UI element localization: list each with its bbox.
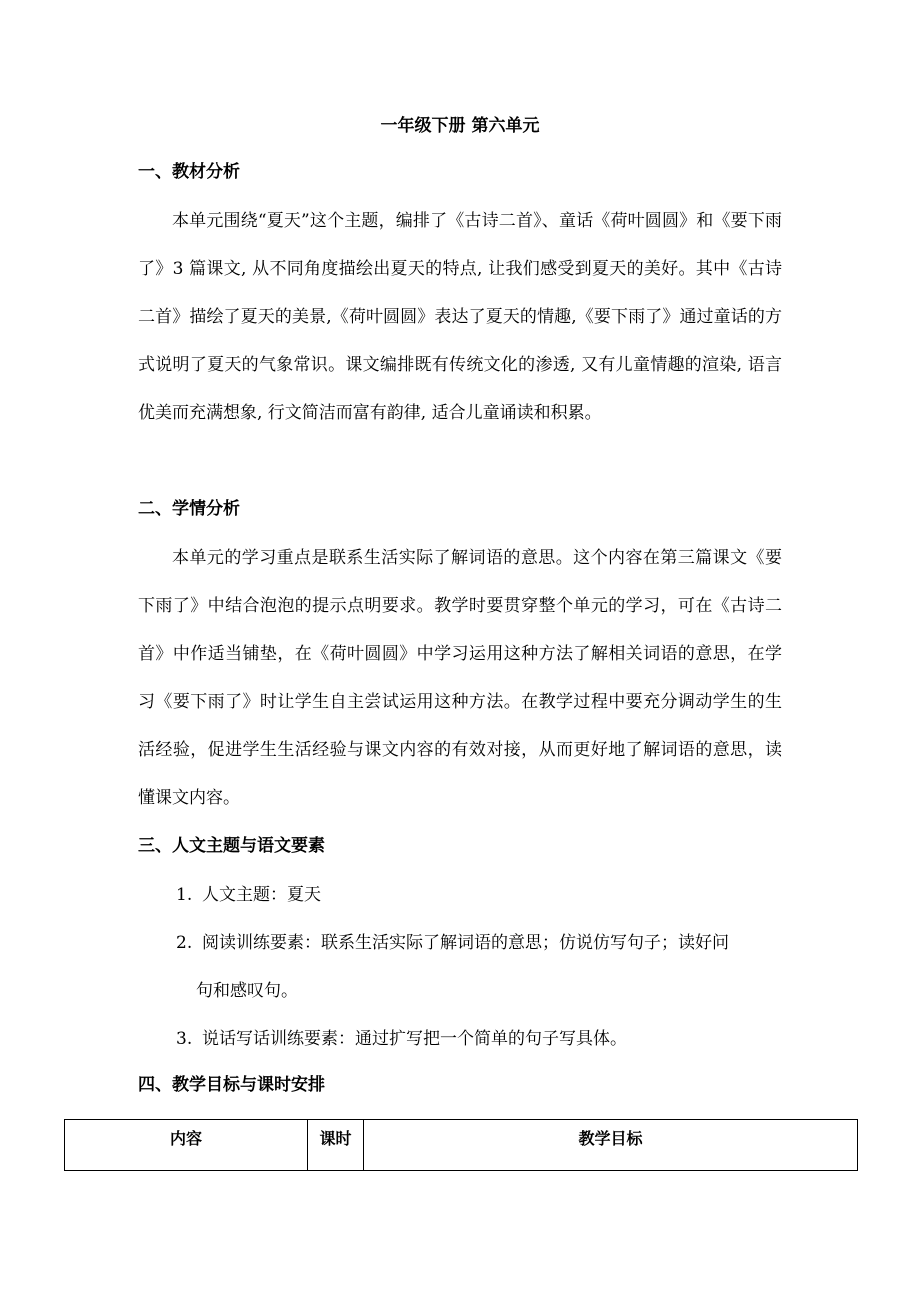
list-item [176, 1015, 627, 1063]
table-header-content: 内容 [65, 1120, 308, 1171]
list-item-continuation: 句和感叹句。 [196, 981, 298, 1001]
section-heading-goals-schedule: 四、教学目标与课时安排 [138, 1075, 325, 1095]
list-item-text: 人文主题：夏天 [202, 885, 321, 905]
list-item-number: 2. [176, 933, 193, 953]
list-item [176, 919, 729, 967]
schedule-table [64, 1119, 858, 1171]
section-heading-learner-analysis: 二、学情分析 [138, 499, 240, 519]
table-header-row [65, 1120, 858, 1171]
section-paragraph-textbook-analysis: 本单元围绕“夏天”这个主题，编排了《古诗二首》、童话《荷叶圆圆》和《要下雨了》3 篇课文, 从不同角度描绘出夏天的特点, 让我们感受到夏天的美好。其中《古诗二首》描绘了夏天的美景,《荷叶圆圆》表达了夏天的情趣,《要下雨了》通过童话的方式说明了夏天的气象常识。课文编排既有传统文化的渗透, 又有儿童情趣的渲染, 语言优美而充满想象, 行文简洁而富有韵律, 适合儿童诵读和积累。 [138, 211, 782, 423]
page-title: 一年级下册 第六单元 [380, 116, 540, 136]
section-paragraph-learner-analysis: 本单元的学习重点是联系生活实际了解词语的意思。这个内容在第三篇课文《要下雨了》中结合泡泡的提示点明要求。教学时要贯穿整个单元的学习，可在《古诗二首》中作适当铺垫，在《荷叶圆圆》中学习运用这种方法了解相关词语的意思，在学习《要下雨了》时让学生自主尝试运用这种方法。在教学过程中要充分调动学生的生活经验，促进学生生活经验与课文内容的有效对接，从而更好地了解词语的意思，读懂课文内容。 [138, 548, 782, 808]
list-item-number: 3. [176, 1029, 193, 1049]
list-item-text: 说话写话训练要素：通过扩写把一个简单的句子写具体。 [202, 1029, 627, 1049]
section-heading-themes-elements: 三、人文主题与语文要素 [138, 836, 325, 856]
list-item [176, 871, 321, 919]
table-header-goals: 教学目标 [364, 1120, 858, 1171]
list-item-number: 1. [176, 885, 193, 905]
section-heading-textbook-analysis: 一、教材分析 [138, 162, 240, 182]
table-header-periods: 课时 [308, 1120, 364, 1171]
list-item-text: 阅读训练要素：联系生活实际了解词语的意思；仿说仿写句子；读好问 [202, 933, 729, 953]
